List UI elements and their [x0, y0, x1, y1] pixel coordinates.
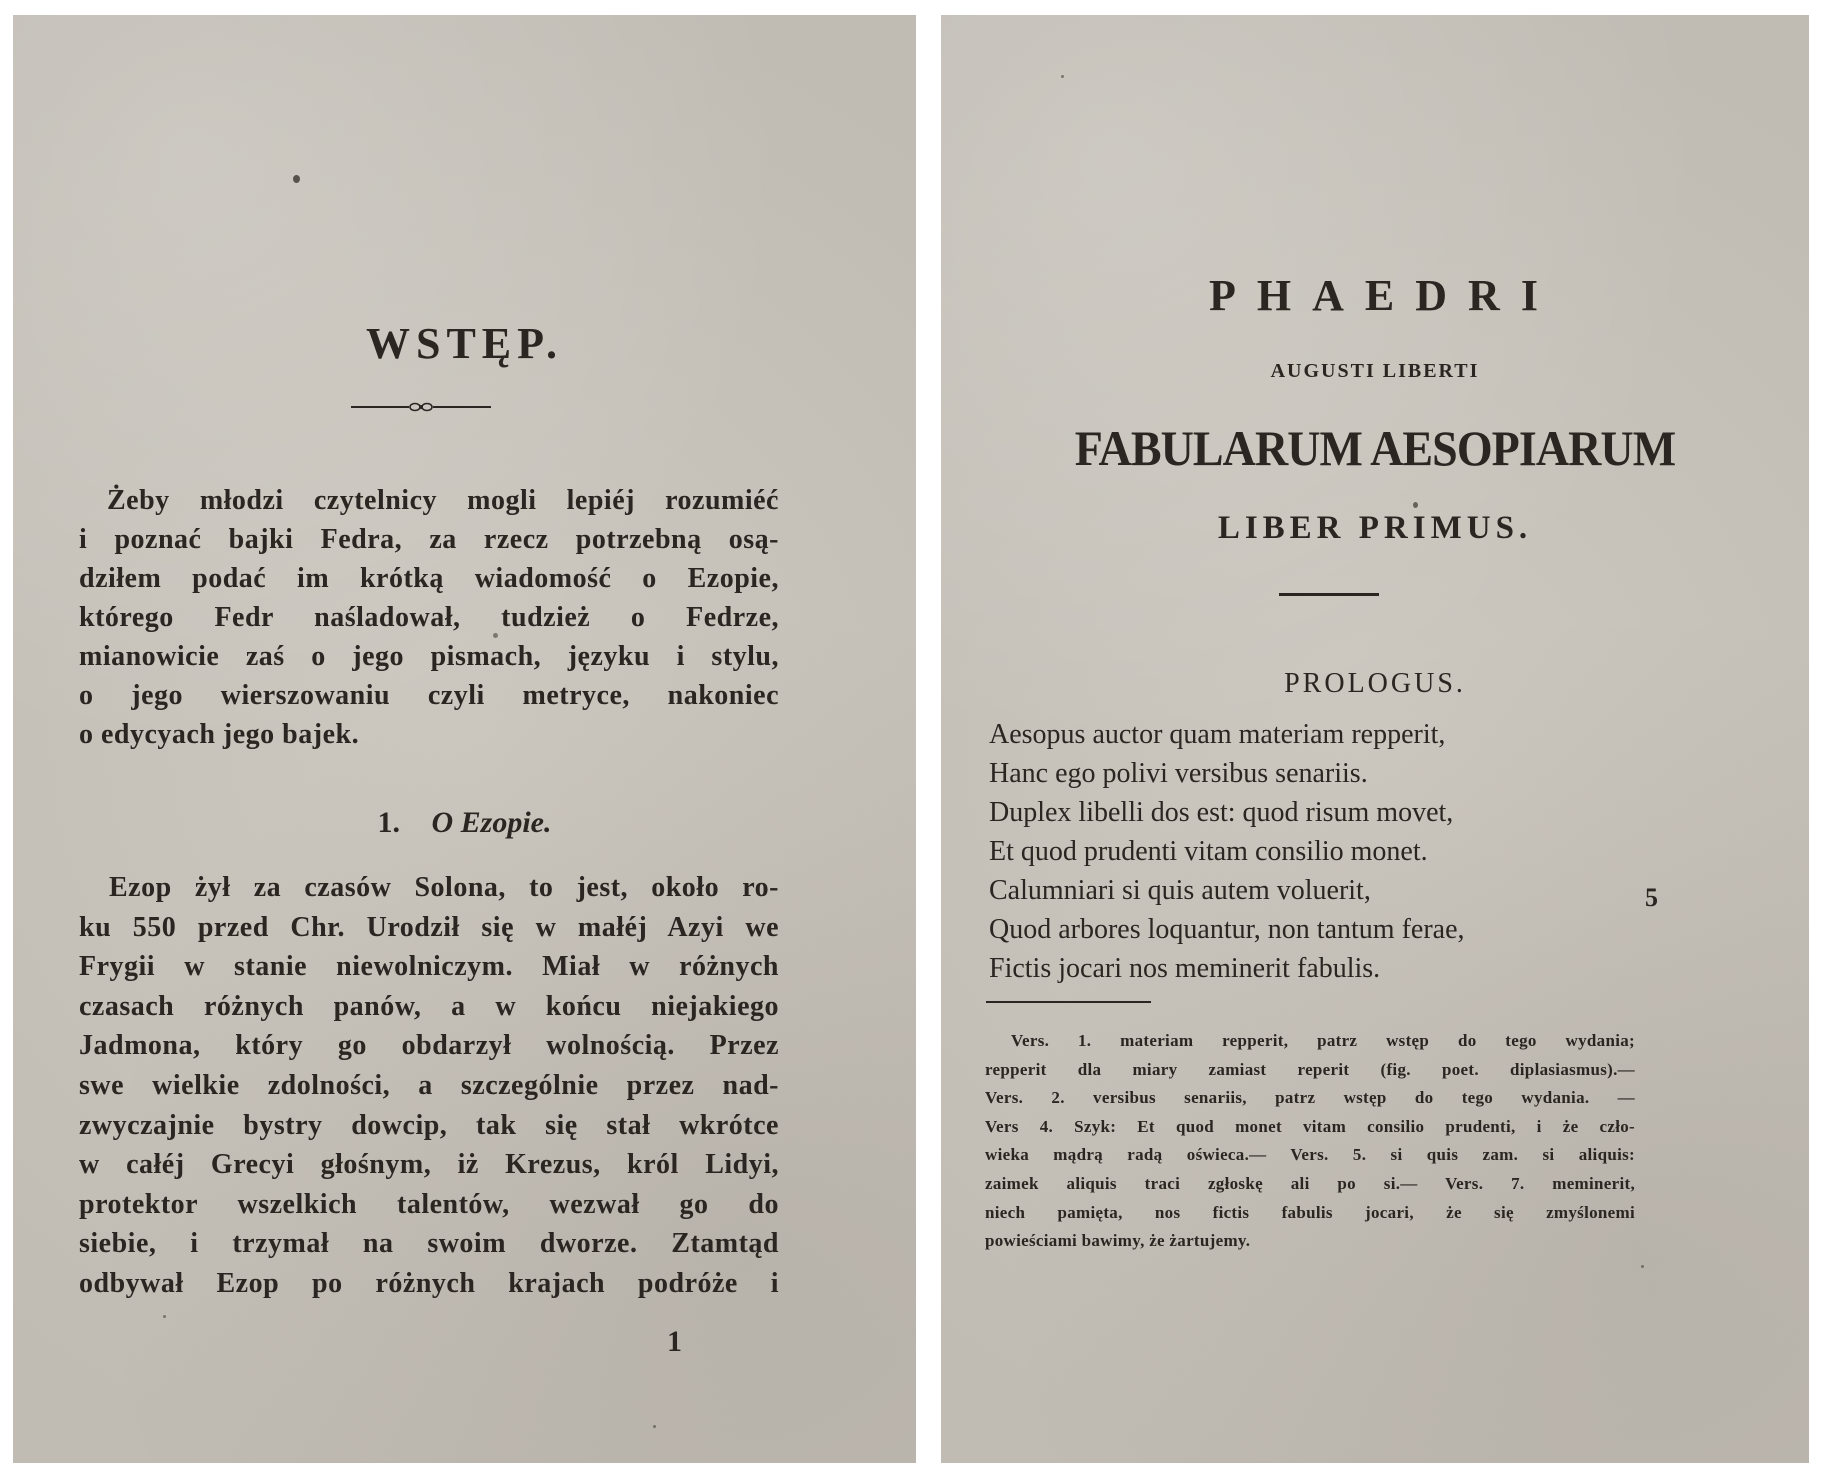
text-line: o jego wierszowaniu czyli metryce, nakoniec [79, 680, 779, 711]
text-line: Frygii w stanie niewolniczym. Miał w różnych [79, 951, 779, 983]
text-line: zwyczajnie bystry dowcip, tak się stał wkrótce [79, 1109, 779, 1141]
work-title: FABULARUM AESOPIARUM [1074, 420, 1676, 476]
text-line: czasach różnych panów, a w końcu niejakiego [79, 990, 779, 1022]
text-line: Żeby młodzi czytelnicy mogli lepiéj rozumiéć [107, 485, 779, 516]
prologue-heading: PROLOGUS. [1284, 668, 1466, 699]
text-line: w całéj Grecyi głośnym, iż Krezus, król Lidyi, [79, 1149, 779, 1181]
author-subtitle: AUGUSTI LIBERTI [1270, 360, 1480, 382]
text-line: dziłem podać im krótką wiadomość o Ezopie, [79, 563, 779, 594]
right-book-page [941, 15, 1809, 1463]
page-title: WSTĘP. [365, 319, 563, 368]
footnote-rule [986, 1001, 1151, 1003]
text-line: Ezop żył za czasów Solona, to jest, około ro- [109, 872, 779, 903]
text-line: i poznać bajki Fedra, za rzecz potrzebną osą- [79, 524, 779, 555]
verse-line: Calumniari si quis autem voluerit, [989, 875, 1371, 906]
verse-line: Quod arbores loquantur, non tantum ferae, [989, 914, 1465, 945]
intro-paragraph [79, 481, 779, 754]
book-title: LIBER PRIMUS. [1217, 510, 1533, 546]
text-line: ku 550 przed Chr. Urodził się w małéj Azyi we [79, 911, 779, 943]
footnotes [985, 1027, 1635, 1256]
section-title: O Ezopie. [431, 806, 552, 839]
footnote-line: repperit dla miary zamiast reperit (fig. poet. diplasiasmus).— [985, 1059, 1635, 1079]
text-line: którego Fedr naśladował, tudzież o Fedrze, [79, 602, 779, 633]
verse-line: Aesopus auctor quam materiam repperit, [989, 719, 1446, 750]
section-paragraph [79, 868, 779, 1304]
text-line: o edycyach jego bajek. [79, 719, 360, 750]
footnote-line: Vers. 2. versibus senariis, patrz wstęp do tego wydania. — [985, 1088, 1635, 1108]
footnote-line: powieściami bawimy, że żartujemy. [985, 1231, 1251, 1251]
verse-line: Fictis jocari nos meminerit fabulis. [989, 953, 1381, 984]
footnote-line: wieka mądrą radą oświeca.— Vers. 5. si quis zam. si aliquis: [985, 1145, 1635, 1165]
page-number: 1 [667, 1325, 682, 1358]
title-rule [1279, 593, 1379, 596]
section-number: 1. [377, 806, 400, 839]
verse-line: Hanc ego polivi versibus senariis. [989, 758, 1368, 789]
author-name: PHAEDRI [1209, 271, 1559, 320]
ornament-divider [351, 401, 491, 413]
text-line: siebie, i trzymał na swoim dworze. Ztamtąd [79, 1228, 779, 1260]
left-book-page [13, 15, 916, 1463]
footnote-line: zaimek aliquis traci zgłoskę ali po si.— Vers. 7. meminerit, [985, 1173, 1635, 1193]
footnote-line: Vers. 1. materiam repperit, patrz wstęp do tego wydania; [1011, 1031, 1635, 1050]
prologue-verses [989, 715, 1609, 988]
verse-line: Duplex libelli dos est: quod risum movet, [989, 797, 1454, 828]
footnote-line: niech pamięta, nos fictis fabulis jocari, że się zmyślonemi [985, 1202, 1635, 1222]
text-line: Jadmona, który go obdarzył wolnością. Przez [79, 1030, 779, 1062]
section-heading [13, 806, 916, 840]
text-line: protektor wszelkich talentów, wezwał go do [79, 1188, 779, 1220]
verse-line-number: 5 [1645, 883, 1658, 912]
verse-line: Et quod prudenti vitam consilio monet. [989, 836, 1428, 867]
text-line: mianowicie zaś o jego pismach, języku i stylu, [79, 641, 779, 672]
footnote-line: Vers 4. Szyk: Et quod monet vitam consilio prudenti, i że czło- [985, 1116, 1635, 1136]
text-line: odbywał Ezop po różnych krajach podróże i [79, 1267, 779, 1299]
text-line: swe wielkie zdolności, a szczególnie przez nad- [79, 1069, 779, 1101]
